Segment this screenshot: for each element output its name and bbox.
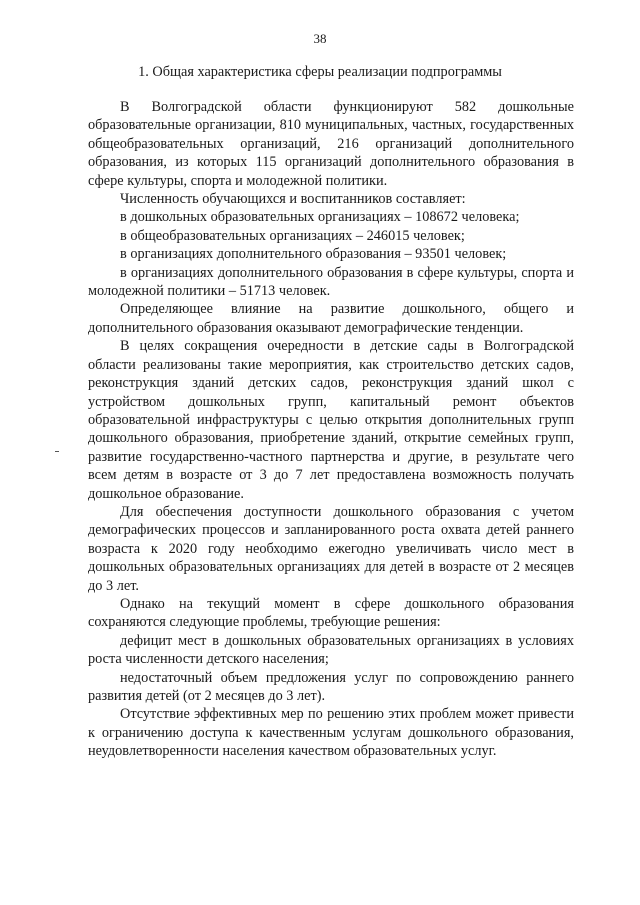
- paragraph: В Волгоградской области функционируют 582 дошкольные образовательные организации, 810 муниципальных, частных, государственных общеобразовательных организаций, 216 организаций дополнительного образования, из которых 115 организаций дополнительного образования в сфере культуры, спорта и молодежной политики.: [88, 99, 574, 189]
- paragraph: в организациях дополнительного образования – 93501 человек;: [120, 246, 507, 263]
- paragraph: недостаточный объем предложения услуг по сопровождению раннего развития детей (от 2 месяцев до 3 лет).: [88, 669, 574, 704]
- paragraph: в общеобразовательных организациях – 246015 человек;: [120, 227, 465, 244]
- margin-mark: [55, 451, 59, 452]
- paragraph: Численность обучающихся и воспитанников составляет:: [120, 191, 466, 208]
- page-number: 38: [313, 31, 327, 46]
- paragraph: Для обеспечения доступности дошкольного образования с учетом демографических процессов и запланированного роста охвата детей раннего возраста к 2020 году необходимо ежегодно увеличивать число мест в дошкольных образовательных организациях для детей в возрасте от 2 месяцев до 3 лет.: [88, 503, 574, 594]
- paragraph: В целях сокращения очередности в детские сады в Волгоградской области реализованы такие мероприятия, как строительство детских садов, реконструкция зданий детских садов, реконструкция зданий школ с устройством дошкольных групп, капитальный ремонт объектов образовательной инфраструктуры с целью открытия дополнительных групп дошкольного образования, приобретение зданий, открытие семейных групп, развитие государственно-частного партнерства и другие, в результате чего всем детям в возрасте от 3 до 7 лет предоставлена возможность получать дошкольное образование.: [88, 338, 574, 502]
- section-heading: 1. Общая характеристика сферы реализации подпрограммы: [138, 64, 502, 80]
- paragraph: в дошкольных образовательных организациях – 108672 человека;: [120, 209, 520, 226]
- body-text: [88, 98, 574, 761]
- paragraph: Определяющее влияние на развитие дошкольного, общего и дополнительного образования оказывают демографические тенденции.: [88, 301, 574, 336]
- paragraph: Отсутствие эффективных мер по решению этих проблем может привести к ограничению доступа к качественным услугам дошкольного образования, неудовлетворенности населения качеством образовательных услуг.: [88, 706, 574, 760]
- paragraph: в организациях дополнительного образования в сфере культуры, спорта и молодежной политики – 51713 человек.: [88, 264, 574, 300]
- paragraph: дефицит мест в дошкольных образовательных организациях в условиях роста численности детского населения;: [88, 632, 574, 668]
- paragraph: Однако на текущий момент в сфере дошкольного образования сохраняются следующие проблемы, требующие решения:: [88, 595, 574, 631]
